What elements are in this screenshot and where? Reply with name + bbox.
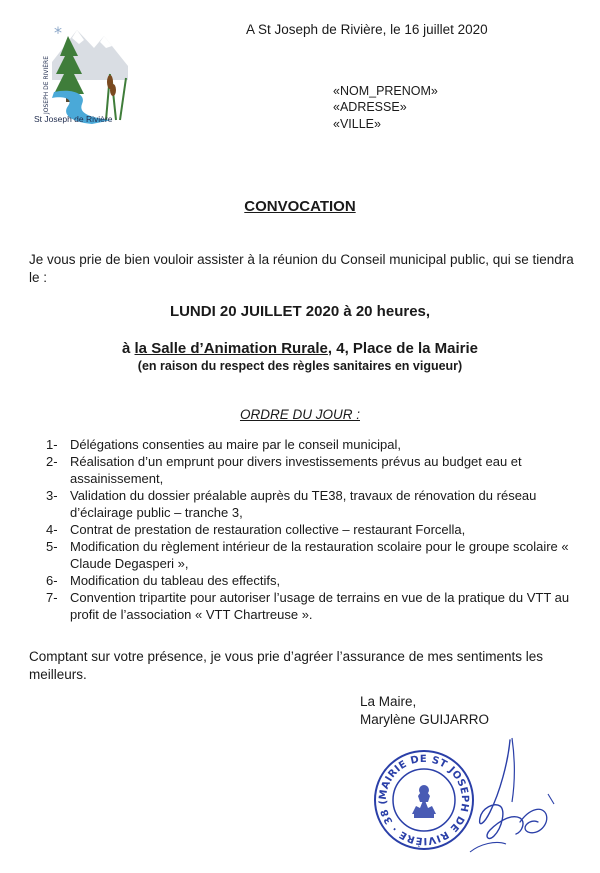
agenda-item [46, 521, 576, 538]
agenda-item-text: Réalisation d’un emprunt pour divers investissements prévus au budget eau et assainissement, [70, 454, 522, 486]
agenda-item-number: 1- [46, 437, 58, 452]
agenda-item-number: 4- [46, 522, 58, 537]
agenda-item-text: Validation du dossier préalable auprès du TE38, travaux de rénovation du réseau d’éclairage public – tranche 3, [70, 488, 537, 520]
agenda-item-text: Modification du règlement intérieur de la restauration scolaire pour le groupe scolaire « Claude Degasperi », [70, 539, 569, 571]
logo-caption: St Joseph de Rivière [34, 114, 113, 124]
agenda-title-text: ORDRE DU JOUR : [239, 407, 360, 422]
closing-paragraph: Comptant sur votre présence, je vous prie d’agréer l’assurance de mes sentiments les meilleurs. [29, 649, 543, 682]
agenda-list [46, 436, 576, 623]
document-title-text: CONVOCATION [244, 198, 356, 215]
agenda-item-number: 2- [46, 454, 58, 469]
letter-date: A St Joseph de Rivière, le 16 juillet 2020 [246, 22, 488, 37]
agenda-item-text: Délégations consenties au maire par le conseil municipal, [70, 437, 401, 452]
meeting-place-note: (en raison du respect des règles sanitaires en vigueur) [137, 359, 463, 373]
agenda-item [46, 453, 576, 487]
signatory-name: Marylène GUIJARRO [360, 712, 490, 727]
svg-text:*: * [54, 23, 62, 42]
recipient-city: «VILLE» [333, 117, 381, 131]
agenda-title [0, 407, 600, 422]
meeting-place-name: la Salle d’Animation Rurale [134, 340, 328, 357]
commune-logo [32, 22, 130, 126]
agenda-item [46, 589, 576, 623]
meeting-place-prefix: à [122, 340, 135, 357]
meeting-place-suffix: , 4, Place de la Mairie [327, 340, 478, 357]
agenda-item [46, 436, 576, 453]
document-title [0, 198, 600, 215]
meeting-date: LUNDI 20 JUILLET 2020 à 20 heures, [169, 303, 431, 320]
agenda-item-text: Contrat de prestation de restauration collective – restaurant Forcella, [70, 522, 466, 537]
agenda-item [46, 572, 576, 589]
recipient-name: «NOM_PRENOM» [333, 84, 438, 98]
intro-paragraph: Je vous prie de bien vouloir assister à la réunion du Conseil municipal public, qui se tiendra le : [29, 252, 574, 285]
agenda-item-text: Convention tripartite pour autoriser l’usage de terrains en vue de la pratique du VTT au profit de l’association « VTT Chartreuse ». [70, 590, 570, 622]
agenda-item [46, 487, 576, 521]
recipient-address: «ADRESSE» [333, 100, 407, 114]
agenda-item-number: 7- [46, 590, 58, 605]
agenda-item-number: 3- [46, 488, 58, 503]
agenda-item-text: Modification du tableau des effectifs, [70, 573, 281, 588]
meeting-place [0, 340, 600, 357]
agenda-item-number: 5- [46, 539, 58, 554]
handwritten-signature [450, 732, 560, 862]
stamp-text: MAIRIE DE ST JOSEPH DE RIVIÈRE · 38 ( [377, 753, 471, 847]
agenda-item-number: 6- [46, 573, 58, 588]
signatory-role: La Maire, [360, 694, 417, 709]
agenda-item [46, 538, 576, 572]
logo-vertical-text: JOSEPH DE RIVIÈRE [43, 55, 50, 114]
